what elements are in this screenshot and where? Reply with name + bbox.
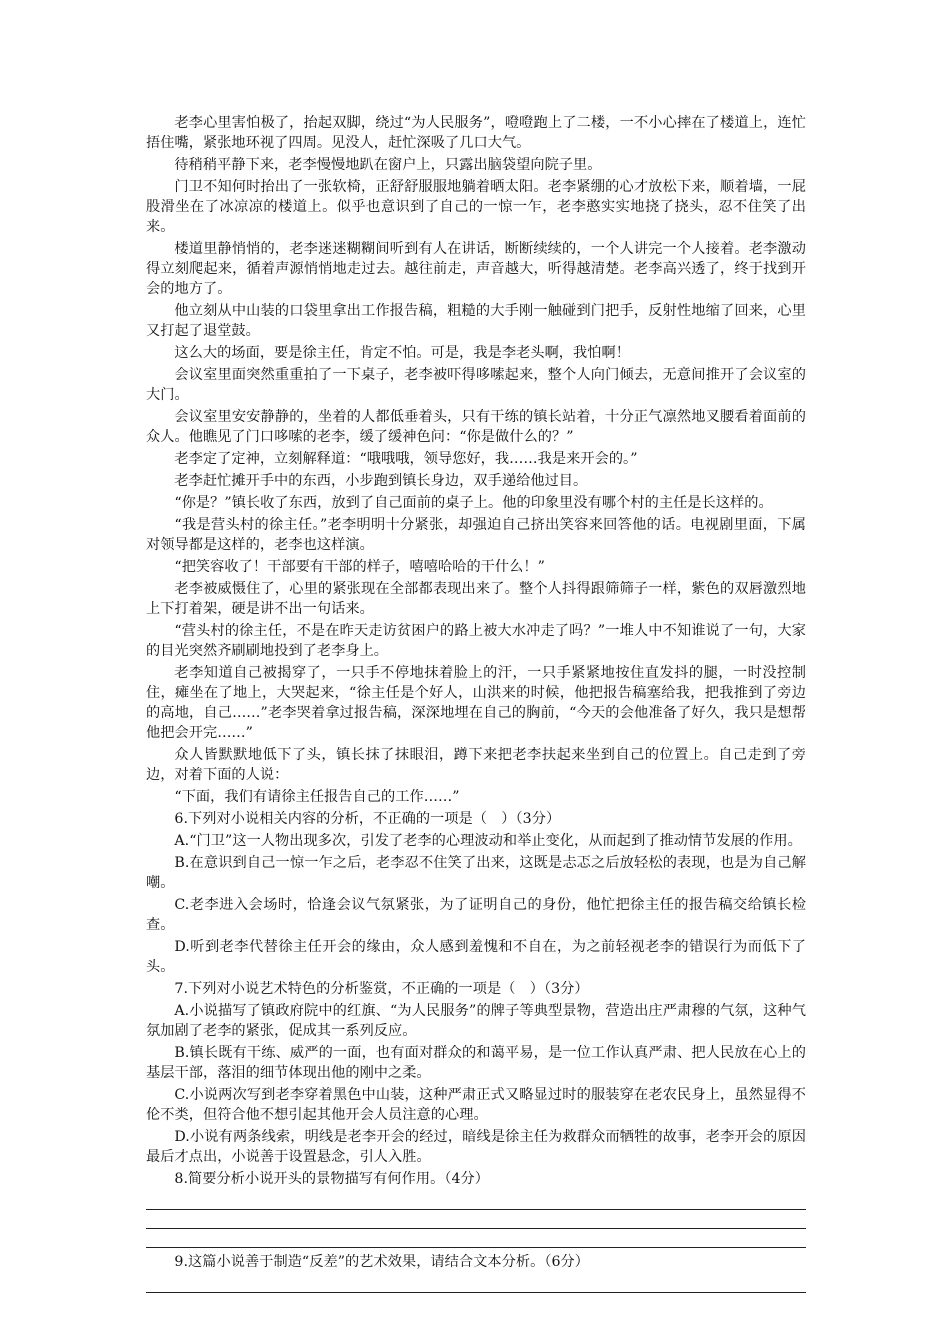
question-6-stem: 6.下列对小说相关内容的分析，不正确的一项是（ ）（3分） (174, 811, 561, 827)
story-paragraph: “你是？”镇长收了东西，放到了自己面前的桌子上。他的印象里没有哪个村的主任是长这样的。 (174, 495, 773, 511)
story-paragraph: 待稍稍平静下来，老李慢慢地趴在窗户上，只露出脑袋望向院子里。 (174, 157, 602, 173)
answer-line (146, 1292, 806, 1293)
document-page (146, 113, 806, 1293)
question-6 (146, 809, 806, 977)
story-paragraph: 他立刻从中山装的口袋里拿出工作报告稿，粗糙的大手刚一触碰到门把手，反射性地缩了回来，心里又打起了退堂鼓。 (146, 303, 806, 339)
question-7-option-a: A.小说描写了镇政府院中的红旗、“为人民服务”的牌子等典型景物，营造出庄严肃穆的气氛，这种气氛加剧了老李的紧张，促成其一系列反应。 (146, 1003, 806, 1039)
question-6-option-a: A.“门卫”这一人物出现多次，引发了老李的心理波动和举止变化，从而起到了推动情节发展的作用。 (174, 833, 802, 849)
question-6-option-b: B.在意识到自己一惊一乍之后，老李忍不住笑了出来，这既是忐忑之后放轻松的表现，也是为自己解嘲。 (146, 855, 806, 891)
answer-line (146, 1247, 806, 1248)
question-8-stem: 8.简要分析小说开头的景物描写有何作用。（4分） (174, 1171, 489, 1187)
story-paragraph: 老李赶忙摊开手中的东西，小步跑到镇长身边，双手递给他过目。 (174, 473, 588, 489)
question-7-option-c: C.小说两次写到老李穿着黑色中山装，这种严肃正式又略显过时的服装穿在老农民身上，虽然显得不伦不类，但符合他不想引起其他开会人员注意的心理。 (146, 1087, 806, 1123)
question-9 (146, 1252, 806, 1293)
question-7-stem: 7.下列对小说艺术特色的分析鉴赏，不正确的一项是（ ）（3分） (174, 981, 589, 997)
story-paragraph: “营头村的徐主任，不是在昨天走访贫困户的路上被大水冲走了吗？”一堆人中不知谁说了一句，大家的目光突然齐刷刷地投到了老李身上。 (146, 623, 806, 659)
story-paragraph: 老李被威慑住了，心里的紧张现在全部都表现出来了。整个人抖得跟筛筛子一样，紫色的双唇激烈地上下打着架，硬是讲不出一句话来。 (146, 581, 806, 617)
story-paragraph: “把笑容收了！干部要有干部的样子，嘻嘻哈哈的干什么！” (174, 559, 545, 575)
story-paragraph: 楼道里静悄悄的，老李迷迷糊糊间听到有人在讲话，断断续续的，一个人讲完一个人接着。老李激动得立刻爬起来，循着声源悄悄地走过去。越往前走，声音越大，听得越清楚。老李高兴透了，终于找到开会的地方了。 (146, 241, 806, 297)
story-paragraph: 老李知道自己被揭穿了，一只手不停地抹着脸上的汗，一只手紧紧地按住直发抖的腿，一时没控制住，瘫坐在了地上，大哭起来，“徐主任是个好人，山洪来的时候，他把报告稿塞给我，把我推到了旁边的高地，自己……”老李哭着拿过报告稿，深深地埋在自己的胸前，“今天的会他准备了好久，我只是想帮他把会开完……” (146, 665, 806, 741)
story-paragraph: “下面，我们有请徐主任报告自己的工作……” (174, 789, 460, 805)
story-paragraph: 会议室里面突然重重拍了一下桌子，老李被吓得哆嗦起来，整个人向门倾去，无意间推开了会议室的大门。 (146, 367, 806, 403)
story-text (146, 113, 806, 807)
story-paragraph: 众人皆默默地低下了头，镇长抹了抹眼泪，蹲下来把老李扶起来坐到自己的位置上。自己走到了旁边，对着下面的人说： (146, 747, 806, 783)
story-paragraph: 会议室里安安静静的，坐着的人都低垂着头，只有干练的镇长站着，十分正气凛然地叉腰看着面前的众人。他瞧见了门口哆嗦的老李，缓了缓神色问：“你是做什么的？” (146, 409, 806, 445)
story-paragraph: “我是营头村的徐主任。”老李明明十分紧张，却强迫自己挤出笑容来回答他的话。电视剧里面，下属对领导都是这样的，老李也这样演。 (146, 517, 806, 553)
question-7-option-d: D.小说有两条线索，明线是老李开会的经过，暗线是徐主任为救群众而牺牲的故事，老李开会的原因最后才点出，小说善于设置悬念，引人入胜。 (146, 1129, 806, 1165)
question-7 (146, 979, 806, 1167)
question-7-option-b: B.镇长既有干练、威严的一面，也有面对群众的和蔼平易，是一位工作认真严肃、把人民放在心上的基层干部，落泪的细节体现出他的刚中之柔。 (146, 1045, 806, 1081)
story-paragraph: 老李心里害怕极了，抬起双脚，绕过“为人民服务”，噔噔跑上了二楼，一不小心摔在了楼道上，连忙捂住嘴，紧张地环视了四周。见没人，赶忙深吸了几口大气。 (146, 115, 806, 151)
question-6-option-c: C.老李进入会场时，恰逢会议气氛紧张，为了证明自己的身份，他忙把徐主任的报告稿交给镇长检查。 (146, 897, 806, 933)
question-9-stem: 9.这篇小说善于制造“反差”的艺术效果，请结合文本分析。（6分） (174, 1254, 590, 1270)
story-paragraph: 门卫不知何时抬出了一张软椅，正舒舒服服地躺着晒太阳。老李紧绷的心才放松下来，顺着墙，一屁股滑坐在了冰凉凉的楼道上。似乎也意识到了自己的一惊一乍，老李憨实实地挠了挠头，忍不住笑了出来。 (146, 179, 806, 235)
story-paragraph: 这么大的场面，要是徐主任，肯定不怕。可是，我是李老头啊，我怕啊！ (174, 345, 630, 361)
story-paragraph: 老李定了定神，立刻解释道：“哦哦哦，领导您好，我……我是来开会的。” (174, 451, 638, 467)
question-8 (146, 1169, 806, 1248)
question-6-option-d: D.听到老李代替徐主任开会的缘由，众人感到羞愧和不自在，为之前轻视老李的错误行为而低下了头。 (146, 939, 806, 975)
